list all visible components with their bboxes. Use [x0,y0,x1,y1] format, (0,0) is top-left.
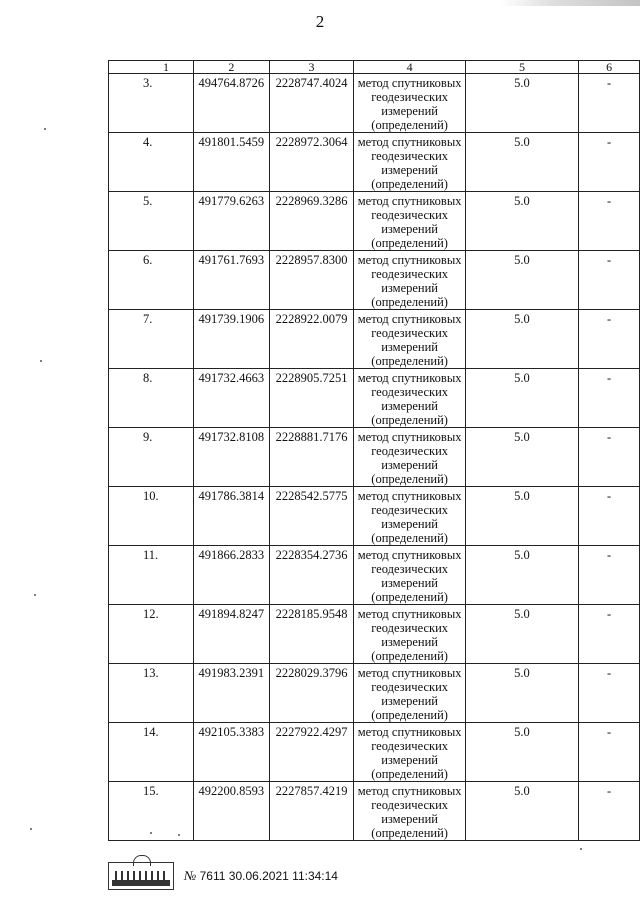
table-row [109,605,640,664]
method-line: измерений [381,694,438,708]
accuracy-cell: 5.0 [465,428,578,487]
accuracy-cell: 5.0 [465,487,578,546]
method-line: измерений [381,163,438,177]
coord-x-cell: 492200.8593 [194,782,269,841]
point-number-cell: 4. [109,133,194,192]
method-cell [354,369,465,428]
method-cell [354,487,465,546]
table-header-row [109,61,640,74]
doc-number: 7611 [199,869,226,883]
coord-y-cell: 2228881.7176 [269,428,354,487]
point-number-cell: 6. [109,251,194,310]
method-cell [354,782,465,841]
coord-y-cell: 2227857.4219 [269,782,354,841]
column-header: 5 [465,61,578,74]
accuracy-cell: 5.0 [465,192,578,251]
coord-y-cell: 2228029.3796 [269,664,354,723]
coord-y-cell: 2228922.0079 [269,310,354,369]
coord-x-cell: 494764.8726 [194,74,269,133]
accuracy-cell: 5.0 [465,723,578,782]
method-line: метод спутниковых [357,725,462,739]
point-number-cell: 12. [109,605,194,664]
method-line: (определений) [371,767,448,781]
method-line: измерений [381,753,438,767]
table-row [109,428,640,487]
method-cell [354,74,465,133]
method-line: метод спутниковых [357,607,462,621]
method-line: измерений [381,635,438,649]
method-line: геодезических [371,739,449,753]
method-line: метод спутниковых [357,371,462,385]
method-line: геодезических [371,90,449,104]
accuracy-cell: 5.0 [465,310,578,369]
method-cell [354,192,465,251]
number-sign: № [184,868,197,883]
method-line: измерений [381,281,438,295]
point-number-cell: 13. [109,664,194,723]
method-line: метод спутниковых [357,489,462,503]
column-header: 1 [109,61,194,74]
method-line: метод спутниковых [357,430,462,444]
page-number: 2 [315,12,325,31]
coord-y-cell: 2228185.9548 [269,605,354,664]
method-line: (определений) [371,531,448,545]
table-row [109,369,640,428]
point-number-cell: 11. [109,546,194,605]
method-line: измерений [381,399,438,413]
point-number-cell: 8. [109,369,194,428]
method-line: геодезических [371,798,449,812]
method-line: метод спутниковых [357,548,462,562]
accuracy-cell: 5.0 [465,782,578,841]
note-cell: - [579,487,640,546]
table-body [109,74,640,841]
method-cell [354,428,465,487]
method-line: метод спутниковых [357,194,462,208]
coord-x-cell: 491732.8108 [194,428,269,487]
accuracy-cell: 5.0 [465,605,578,664]
table-row [109,133,640,192]
method-line: измерений [381,458,438,472]
method-cell [354,310,465,369]
method-line: метод спутниковых [357,784,462,798]
coord-y-cell: 2228957.8300 [269,251,354,310]
coord-y-cell: 2228354.2736 [269,546,354,605]
coord-x-cell: 491761.7693 [194,251,269,310]
method-cell [354,664,465,723]
column-header: 3 [269,61,354,74]
coord-x-cell: 492105.3383 [194,723,269,782]
method-line: (определений) [371,826,448,840]
method-line: (определений) [371,472,448,486]
method-cell [354,251,465,310]
method-line: метод спутниковых [357,76,462,90]
point-number-cell: 5. [109,192,194,251]
method-line: геодезических [371,680,449,694]
method-line: измерений [381,517,438,531]
table-row [109,310,640,369]
point-number-cell: 15. [109,782,194,841]
note-cell: - [579,251,640,310]
method-line: геодезических [371,326,449,340]
method-line: (определений) [371,236,448,250]
method-cell [354,605,465,664]
table-row [109,192,640,251]
note-cell: - [579,605,640,664]
coord-x-cell: 491786.3814 [194,487,269,546]
method-line: (определений) [371,413,448,427]
coord-x-cell: 491801.5459 [194,133,269,192]
method-line: (определений) [371,708,448,722]
method-line: (определений) [371,295,448,309]
method-line: геодезических [371,444,449,458]
method-line: метод спутниковых [357,135,462,149]
method-line: геодезических [371,503,449,517]
note-cell: - [579,664,640,723]
point-number-cell: 9. [109,428,194,487]
method-cell [354,723,465,782]
point-number-cell: 3. [109,74,194,133]
method-line: геодезических [371,385,449,399]
table-row [109,723,640,782]
scan-edge-artifact [500,0,640,6]
table-row [109,782,640,841]
note-cell: - [579,192,640,251]
registration-footer [108,862,338,890]
coordinates-table [108,60,640,841]
coord-y-cell: 2228905.7251 [269,369,354,428]
method-line: измерений [381,576,438,590]
doc-datetime: 30.06.2021 11:34:14 [228,869,338,883]
table-row [109,546,640,605]
coord-y-cell: 2228747.4024 [269,74,354,133]
accuracy-cell: 5.0 [465,133,578,192]
method-line: геодезических [371,267,449,281]
table-row [109,74,640,133]
method-line: измерений [381,340,438,354]
accuracy-cell: 5.0 [465,546,578,605]
method-line: (определений) [371,118,448,132]
note-cell: - [579,133,640,192]
accuracy-cell: 5.0 [465,664,578,723]
table-row [109,251,640,310]
coord-y-cell: 2228542.5775 [269,487,354,546]
coord-x-cell: 491894.8247 [194,605,269,664]
method-line: геодезических [371,562,449,576]
note-cell: - [579,74,640,133]
point-number-cell: 14. [109,723,194,782]
method-line: метод спутниковых [357,253,462,267]
coord-y-cell: 2228972.3064 [269,133,354,192]
method-cell [354,546,465,605]
accuracy-cell: 5.0 [465,251,578,310]
method-line: измерений [381,812,438,826]
method-line: метод спутниковых [357,312,462,326]
accuracy-cell: 5.0 [465,74,578,133]
coord-y-cell: 2228969.3286 [269,192,354,251]
method-line: геодезических [371,621,449,635]
coord-x-cell: 491739.1906 [194,310,269,369]
method-line: геодезических [371,149,449,163]
note-cell: - [579,310,640,369]
method-line: геодезических [371,208,449,222]
coord-x-cell: 491866.2833 [194,546,269,605]
table-row [109,664,640,723]
column-header: 6 [579,61,640,74]
method-line: (определений) [371,177,448,191]
coord-y-cell: 2227922.4297 [269,723,354,782]
method-line: (определений) [371,649,448,663]
note-cell: - [579,782,640,841]
coord-x-cell: 491779.6263 [194,192,269,251]
coord-x-cell: 491983.2391 [194,664,269,723]
method-cell [354,133,465,192]
method-line: измерений [381,222,438,236]
coord-x-cell: 491732.4663 [194,369,269,428]
accuracy-cell: 5.0 [465,369,578,428]
note-cell: - [579,723,640,782]
point-number-cell: 7. [109,310,194,369]
point-number-cell: 10. [109,487,194,546]
column-header: 4 [354,61,465,74]
table-row [109,487,640,546]
column-header: 2 [194,61,269,74]
note-cell: - [579,428,640,487]
government-building-icon [108,862,174,890]
method-line: (определений) [371,354,448,368]
method-line: (определений) [371,590,448,604]
note-cell: - [579,369,640,428]
method-line: метод спутниковых [357,666,462,680]
method-line: измерений [381,104,438,118]
registration-stamp-text [184,868,338,884]
note-cell: - [579,546,640,605]
